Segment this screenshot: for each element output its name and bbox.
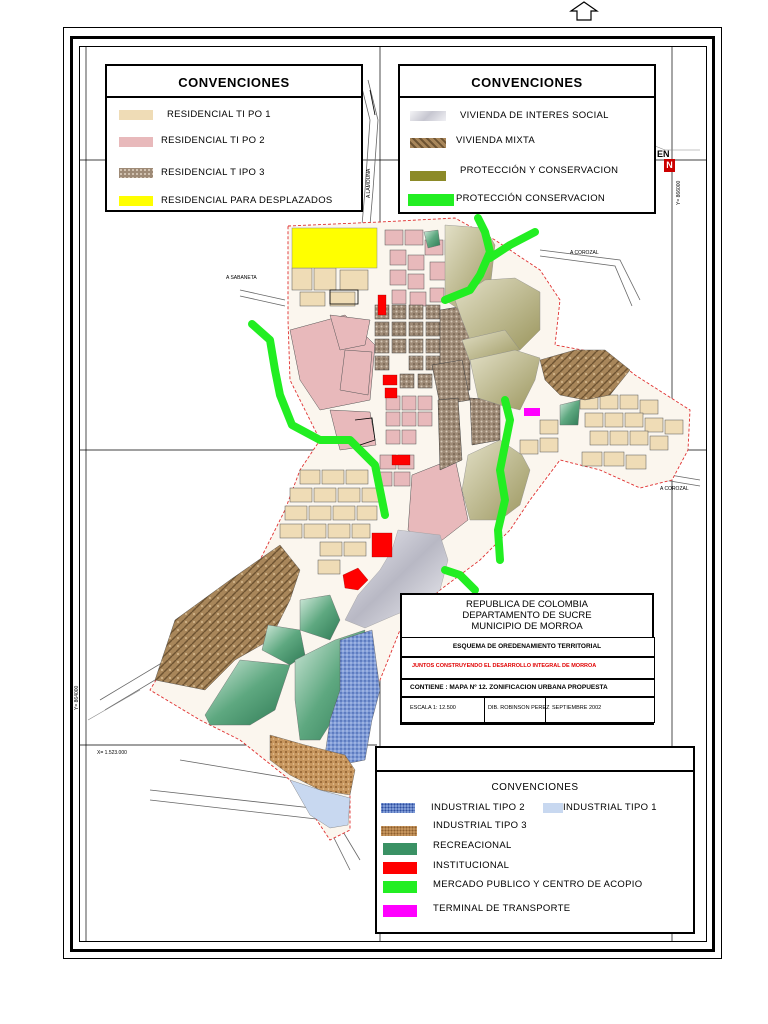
legend-label: PROTECCIÓN CONSERVACION (456, 193, 606, 204)
label-road: A LAMOUNA (366, 168, 372, 198)
title-line-2: DEPARTAMENTO DE SUCRE (462, 610, 592, 621)
swatch-residencial-tipo-1 (119, 110, 153, 120)
swatch-vivienda-interes-social (410, 111, 446, 121)
label-corozal-top: A COROZAL (570, 250, 599, 256)
swatch-proteccion-conservacion (408, 194, 454, 206)
legend-industrial (375, 746, 695, 934)
legend-label: PROTECCIÓN Y CONSERVACION (460, 165, 619, 176)
swatch-residencial-tipo-3 (119, 168, 153, 178)
label-corozal-right: A COROZAL (660, 486, 689, 492)
legend-label: RESIDENCIAL T IPO 3 (161, 167, 265, 178)
map-scale: ESCALA 1: 12.500 (410, 705, 456, 711)
legend-label: RESIDENCIAL TI PO 2 (161, 135, 265, 146)
legend-protection (398, 64, 656, 214)
title-line-3: MUNICIPIO DE MORROA (471, 621, 583, 632)
legend-title: CONVENCIONES (471, 75, 583, 90)
legend-title: CONVENCIONES (178, 75, 290, 90)
up-arrow-icon (567, 0, 601, 22)
swatch-mercado-publico (383, 881, 417, 893)
label-coord-y-left: Y= 864000 (74, 685, 80, 710)
swatch-industrial-tipo-2 (381, 803, 415, 813)
legend-label: INDUSTRIAL TIPO 1 (563, 802, 657, 813)
title-block (400, 593, 654, 725)
legend-label: INSTITUCIONAL (433, 860, 510, 871)
swatch-industrial-tipo-3 (381, 826, 417, 836)
label-coord-x: X= 1.523.000 (97, 750, 127, 756)
swatch-proteccion-y-conservacion (410, 171, 446, 181)
plan-title: ESQUEMA DE OREDENAMIENTO TERRITORIAL (452, 643, 602, 650)
map-contents: CONTIENE : MAPA Nº 12. ZONIFICACION URBANA PROPUESTA (410, 684, 608, 691)
swatch-vivienda-mixta (410, 138, 446, 148)
north-arrow-icon: N (664, 159, 675, 172)
legend-label: INDUSTRIAL TIPO 3 (433, 820, 527, 831)
label-coord-y-right: Y= 866000 (676, 180, 682, 205)
legend-title: CONVENCIONES (491, 782, 579, 793)
swatch-industrial-tipo-1 (543, 803, 563, 813)
legend-label: INDUSTRIAL TIPO 2 (431, 802, 525, 813)
title-line-1: REPUBLICA DE COLOMBIA (466, 599, 588, 610)
swatch-residencial-tipo-2 (119, 137, 153, 147)
map-date: SEPTIEMBRE 2002 (552, 705, 602, 711)
swatch-terminal-transporte (383, 905, 417, 917)
swatch-residencial-desplazados (119, 196, 153, 206)
legend-residential (105, 64, 363, 212)
legend-label: RECREACIONAL (433, 840, 512, 851)
slogan: JUNTOS CONSTRUYENDO EL DESARROLLO INTEGRAL DE MORROA (412, 663, 597, 669)
north-label: EN (657, 149, 670, 159)
legend-label: TERMINAL DE TRANSPORTE (433, 903, 571, 914)
swatch-institucional (383, 862, 417, 874)
legend-label: VIVIENDA MIXTA (456, 135, 535, 146)
label-sabaneta: A SABANETA (226, 275, 257, 281)
legend-label: VIVIENDA DE INTERES SOCIAL (460, 110, 609, 121)
drawn-by: DIB. ROBINSON PEREZ (488, 705, 550, 711)
legend-label: RESIDENCIAL PARA DESPLAZADOS (161, 195, 333, 206)
legend-label: MERCADO PUBLICO Y CENTRO DE ACOPIO (433, 879, 643, 890)
swatch-recreacional (383, 843, 417, 855)
legend-label: RESIDENCIAL TI PO 1 (167, 109, 271, 120)
